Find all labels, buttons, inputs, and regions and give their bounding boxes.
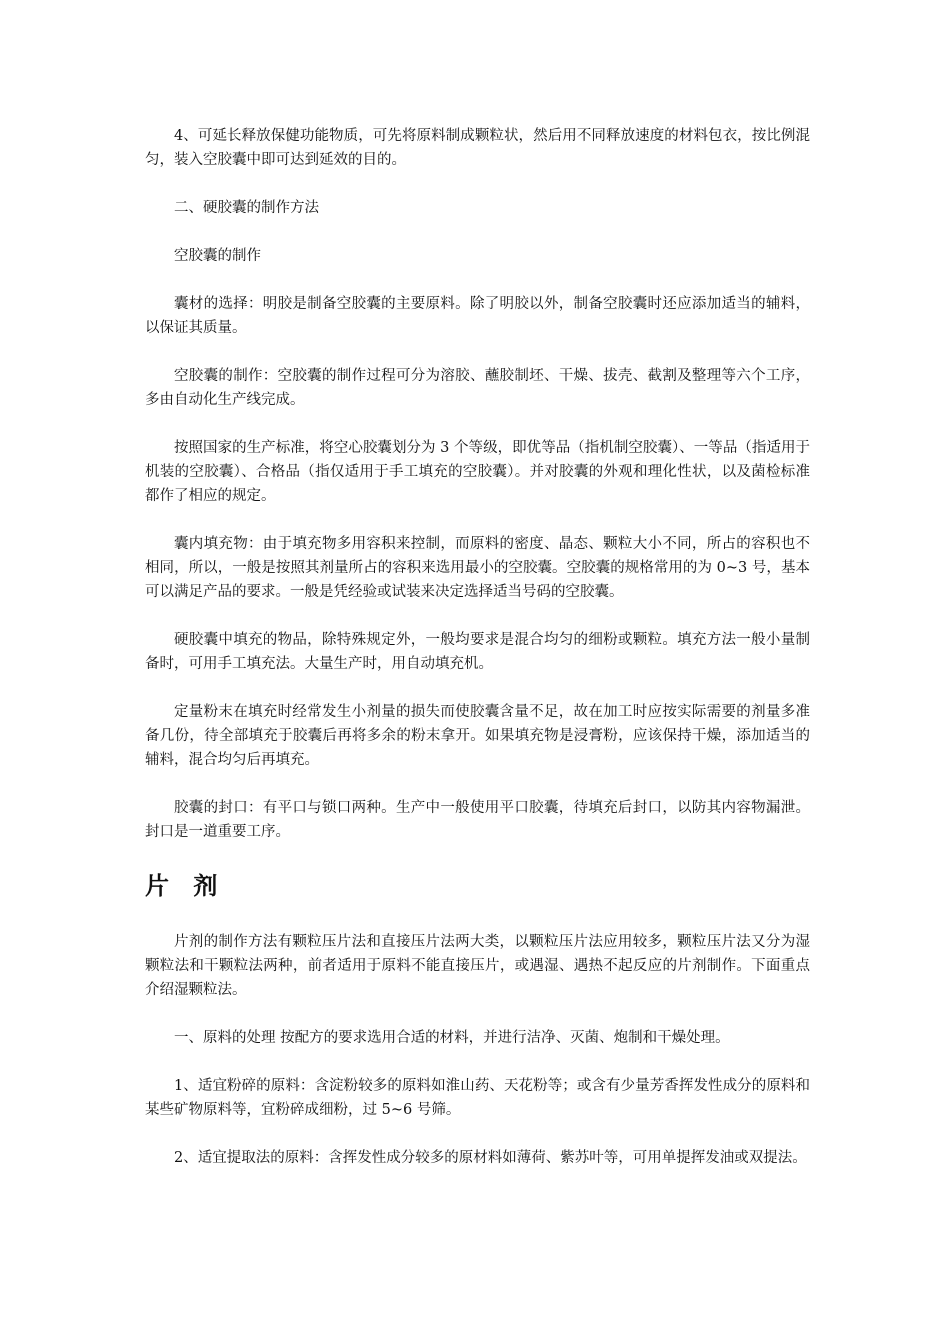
paragraph-extraction-materials: 2、适宜提取法的原料：含挥发性成分较多的原材料如薄荷、紫苏叶等，可用单提挥发油或双提法。 [174, 1150, 807, 1166]
paragraph-tablet-methods: 片剂的制作方法有颗粒压片法和直接压片法两大类，以颗粒压片法应用较多，颗粒压片法又分为湿颗粒法和干颗粒法两种，前者适用于原料不能直接压片，或遇湿、遇热不起反应的片剂制作。下面重点介绍湿颗粒法。 [145, 934, 810, 998]
paragraph-grindable-materials: 1、适宜粉碎的原料：含淀粉较多的原料如淮山药、天花粉等；或含有少量芳香挥发性成分的原料和某些矿物原料等，宜粉碎成细粉，过 5~6 号筛。 [145, 1078, 810, 1118]
paragraph-filling-method: 硬胶囊中填充的物品，除特殊规定外，一般均要求是混合均匀的细粉或颗粒。填充方法一般小量制备时，可用手工填充法。大量生产时，用自动填充机。 [145, 632, 810, 672]
paragraph-raw-material-processing: 一、原料的处理 按配方的要求选用合适的材料，并进行洁净、灭菌、炮制和干燥处理。 [174, 1030, 730, 1046]
paragraph-capsule-production: 空胶囊的制作：空胶囊的制作过程可分为溶胶、蘸胶制坯、干燥、拔壳、截割及整理等六个工序，多由自动化生产线完成。 [145, 368, 810, 408]
paragraph-empty-capsule-subheading: 空胶囊的制作 [174, 248, 261, 264]
paragraph-capsule-sealing: 胶囊的封口：有平口与锁口两种。生产中一般使用平口胶囊，待填充后封口，以防其内容物漏泄。封口是一道重要工序。 [145, 800, 810, 840]
paragraph-capsule-filling: 囊内填充物：由于填充物多用容积来控制，而原料的密度、晶态、颗粒大小不同，所占的容积也不相同，所以，一般是按照其剂量所占的容积来选用最小的空胶囊。空胶囊的规格常用的为 0~3 号，基本可以满足产品的要求。一般是凭经验或试装来决定选择适当号码的空胶囊。 [145, 536, 810, 600]
paragraph-national-standard: 按照国家的生产标准，将空心胶囊划分为 3 个等级，即优等品（指机制空胶囊）、一等品（指适用于机装的空胶囊）、合格品（指仅适用于手工填充的空胶囊）。并对胶囊的外观和理化性状，以及菌检标准都作了相应的规定。 [145, 440, 810, 504]
paragraph-extended-release: 4、可延长释放保健功能物质，可先将原料制成颗粒状，然后用不同释放速度的材料包衣，按比例混匀，装入空胶囊中即可达到延效的目的。 [145, 128, 810, 168]
document-page [145, 124, 810, 1194]
section-heading-tablets: 片 剂 [145, 872, 226, 900]
paragraph-hard-capsule-heading: 二、硬胶囊的制作方法 [174, 200, 319, 216]
paragraph-capsule-material: 囊材的选择：明胶是制备空胶囊的主要原料。除了明胶以外，制备空胶囊时还应添加适当的辅料，以保证其质量。 [145, 296, 810, 336]
paragraph-powder-loss: 定量粉末在填充时经常发生小剂量的损失而使胶囊含量不足，故在加工时应按实际需要的剂量多准备几份，待全部填充于胶囊后再将多余的粉末拿开。如果填充物是浸膏粉，应该保持干燥，添加适当的辅料，混合均匀后再填充。 [145, 704, 810, 768]
